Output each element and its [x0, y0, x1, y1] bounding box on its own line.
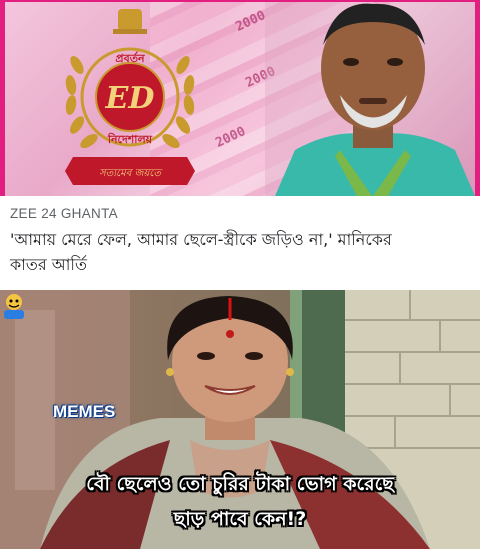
svg-text:ED: ED — [105, 81, 155, 116]
memes-logo-text: MEMES — [53, 402, 116, 421]
news-article[interactable] — [10, 200, 472, 282]
headline-line-2: কাতর আর্তি — [10, 255, 87, 274]
news-headline[interactable] — [10, 227, 472, 277]
headline-line-1: 'আমায় মেরে ফেল, আমার ছেলে-স্ত্রীকে জড়িও না,' মানিকের — [10, 230, 392, 249]
news-thumbnail[interactable] — [0, 0, 480, 196]
lion-capital-icon — [113, 9, 147, 34]
meme-caption-line-2: ছাড় পাবে কেন!? — [173, 508, 307, 530]
svg-text:সত্যমেব জয়তে: সত্যমেব জয়তে — [99, 168, 161, 179]
note-number: 2000 — [213, 124, 249, 151]
meme-caption-line-1: বৌ ছেলেও তো চুরির টাকা ভোগ করেছে — [86, 473, 394, 495]
person-portrait — [265, 0, 480, 196]
svg-text:প্রবর্তন: প্রবর্তন — [115, 52, 145, 65]
note-number: 2000 — [233, 8, 269, 35]
meme-image[interactable] — [0, 290, 480, 549]
enforcement-directorate-emblem — [55, 5, 205, 190]
memes-logo-icon — [0, 290, 70, 350]
news-source: ZEE 24 GHANTA — [10, 206, 118, 221]
svg-text:নিদেশালয়: নিদেশালয় — [107, 133, 153, 146]
note-number: 2000 — [243, 64, 279, 91]
